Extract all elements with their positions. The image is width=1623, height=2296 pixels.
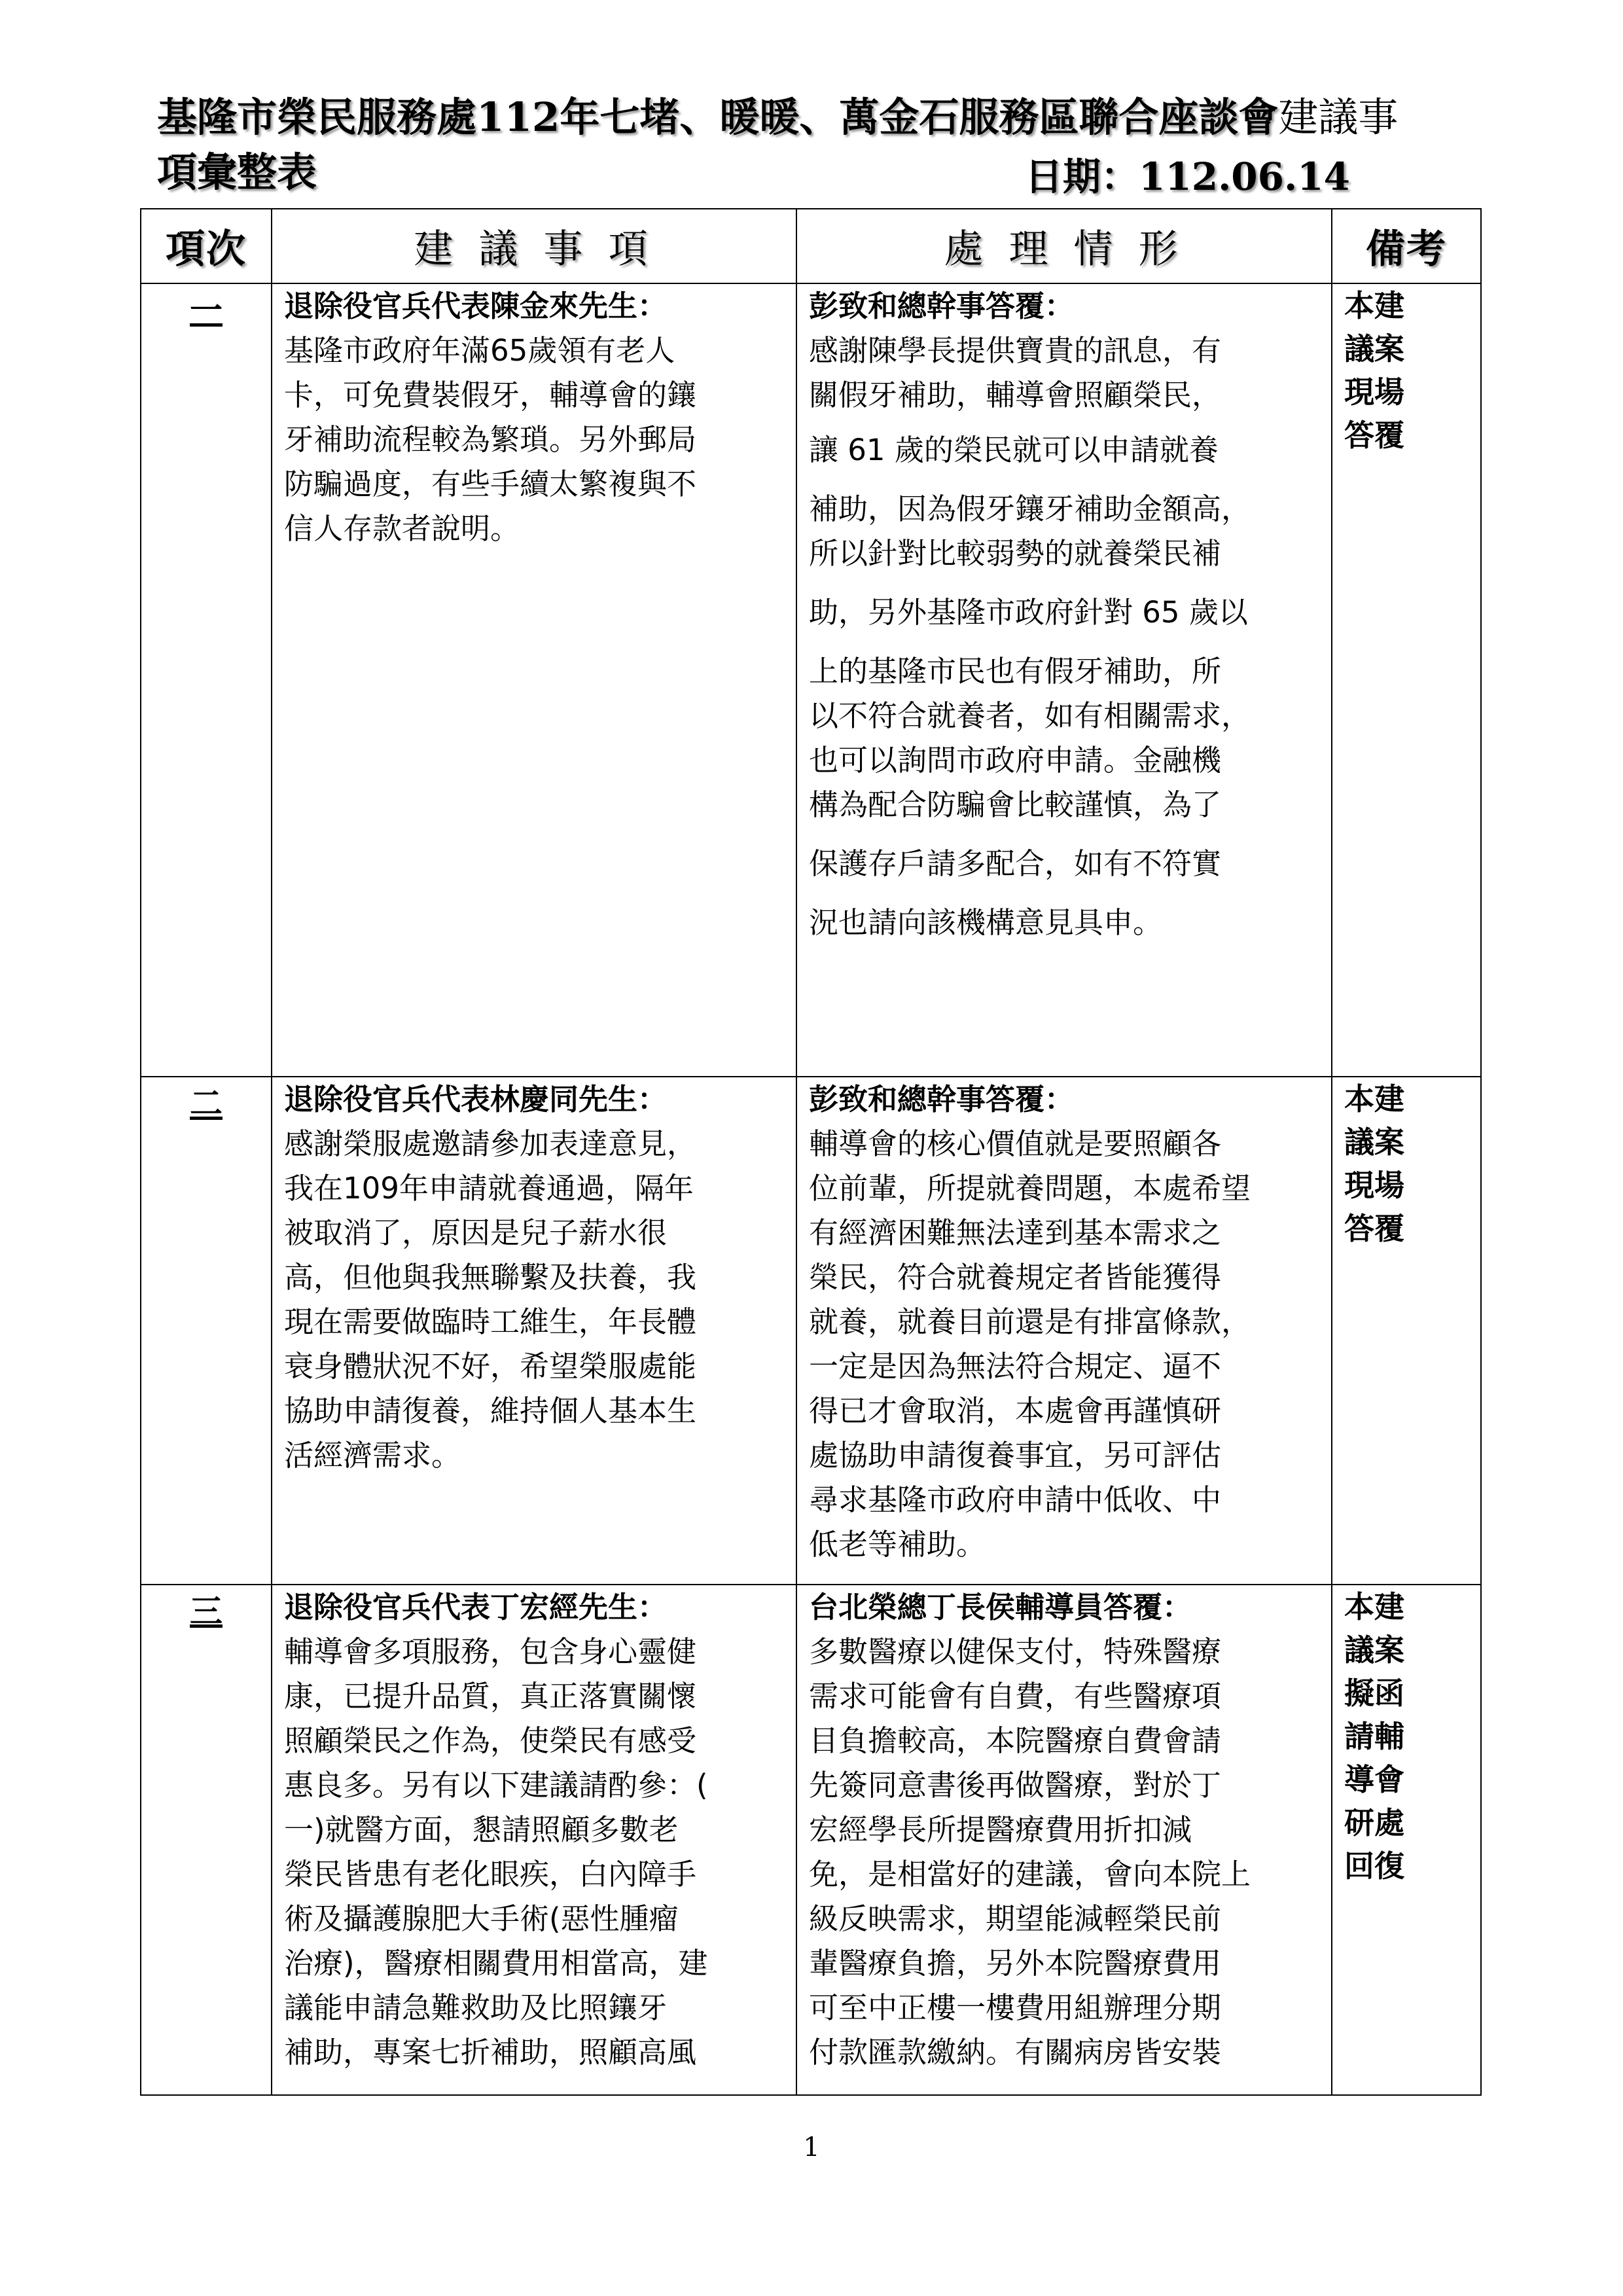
handling-line: 以不符合就養者，如有相關需求， [809, 698, 1251, 733]
handling-line: 助，另外基隆市政府針對 65 歲以 [809, 595, 1248, 630]
handling-line: 榮民，符合就養規定者皆能獲得 [809, 1260, 1222, 1295]
suggestion-line: 議能申請急難救助及比照鑲牙 [284, 1990, 668, 2025]
handling-line: 所以針對比較弱勢的就養榮民補 [809, 536, 1222, 571]
title-second-line: 項彙整表 [157, 149, 317, 196]
handling-line: 處協助申請復養事宜，另可評估 [809, 1438, 1222, 1473]
suggestion-line: 術及攝護腺肥大手術(惡性腫瘤 [284, 1901, 679, 1936]
handling-line: 保護存戶請多配合，如有不符實 [809, 846, 1222, 881]
suggestion-line: 治療)，醫療相關費用相當高，建 [284, 1946, 708, 1981]
handling-line: 低老等補助。 [809, 1527, 986, 1562]
suggestion-line: 高，但他與我無聯繫及扶養，我 [284, 1260, 697, 1295]
suggestion-cell [272, 1077, 796, 1585]
suggestion-line: 我在109年申請就養通過，隔年 [284, 1171, 694, 1206]
remark-cell [1332, 283, 1481, 1077]
suggestion-line: 感謝榮服處邀請參加表達意見， [284, 1126, 697, 1161]
handling-line: 一定是因為無法符合規定、逼不 [809, 1349, 1222, 1384]
handling-line: 免，是相當好的建議，會向本院上 [809, 1857, 1251, 1892]
remark-text: 本建議案擬函請輔導會研處回復 [1344, 1589, 1404, 1884]
suggestion-line: 卡，可免費裝假牙，輔導會的鑲 [284, 378, 697, 412]
remark-text: 本建議案現場答覆 [1344, 288, 1404, 453]
document-date: 日期：112.06.14 [1025, 154, 1350, 199]
suggestion-speaker: 退除役官兵代表林慶同先生： [284, 1082, 668, 1117]
suggestion-line: 防騙過度，有些手續太繁複與不 [284, 467, 697, 501]
row-number: 二 [141, 1077, 272, 1585]
suggestion-table [140, 208, 1482, 2096]
suggestion-line: 協助申請復養，維持個人基本生 [284, 1393, 697, 1428]
suggestion-line: 基隆市政府年滿65歲領有老人 [284, 333, 675, 368]
remark-cell [1332, 1077, 1481, 1585]
suggestion-line: 信人存款者說明。 [284, 511, 520, 546]
handling-line: 況也請向該機構意見具申。 [809, 905, 1163, 940]
suggestion-line: 被取消了，原因是兒子薪水很 [284, 1215, 668, 1250]
suggestion-line: 衰身體狀況不好，希望榮服處能 [284, 1349, 697, 1384]
handling-line: 付款匯款繳納。有關病房皆安裝 [809, 2035, 1222, 2070]
remark-text: 本建議案現場答覆 [1344, 1081, 1404, 1246]
header-remark: 備考 [1332, 209, 1481, 283]
handling-line: 也可以詢問市政府申請。金融機 [809, 743, 1222, 778]
handling-responder: 彭致和總幹事答覆： [809, 1082, 1075, 1117]
suggestion-line: 現在需要做臨時工維生，年長體 [284, 1304, 697, 1339]
handling-responder: 彭致和總幹事答覆： [809, 289, 1075, 323]
suggestion-line: 一)就醫方面，懇請照顧多數老 [284, 1812, 679, 1847]
header-item: 項次 [141, 209, 272, 283]
suggestion-cell [272, 283, 796, 1077]
handling-responder: 台北榮總丁長侯輔導員答覆： [809, 1590, 1192, 1624]
suggestion-line: 補助，專案七折補助，照顧高風 [284, 2035, 697, 2070]
handling-line: 輩醫療負擔，另外本院醫療費用 [809, 1946, 1222, 1981]
handling-line: 關假牙補助，輔導會照顧榮民， [809, 378, 1222, 412]
suggestion-line: 牙補助流程較為繁瑣。另外郵局 [284, 422, 697, 457]
table-row [141, 1077, 1481, 1585]
header-handling: 處 理 情 形 [796, 209, 1332, 283]
handling-cell [796, 1585, 1332, 2095]
header-suggestion: 建 議 事 項 [272, 209, 796, 283]
suggestion-line: 照顧榮民之作為，使榮民有感受 [284, 1723, 697, 1758]
handling-line: 就養，就養目前還是有排富條款， [809, 1304, 1251, 1339]
handling-line: 感謝陳學長提供寶貴的訊息，有 [809, 333, 1222, 368]
handling-line: 級反映需求，期望能減輕榮民前 [809, 1901, 1222, 1936]
handling-line: 宏經學長所提醫療費用折扣減 [809, 1812, 1192, 1847]
handling-line: 目負擔較高，本院醫療自費會請 [809, 1723, 1222, 1758]
remark-cell [1332, 1585, 1481, 2095]
handling-line: 可至中正樓一樓費用組辦理分期 [809, 1990, 1222, 2025]
table-header-row [141, 209, 1481, 283]
handling-line: 有經濟困難無法達到基本需求之 [809, 1215, 1222, 1250]
handling-line: 上的基隆市民也有假牙補助，所 [809, 654, 1222, 689]
suggestion-speaker: 退除役官兵代表丁宏經先生： [284, 1590, 668, 1624]
title-bold-part: 基隆市榮民服務處112年七堵、暖暖、萬金石服務區聯合座談會 [157, 94, 1279, 141]
handling-cell [796, 283, 1332, 1077]
page-number: 1 [803, 2132, 820, 2162]
title-normal-part: 建議事 [1278, 94, 1399, 141]
suggestion-line: 惠良多。另有以下建議請酌參：( [284, 1768, 708, 1803]
suggestion-cell [272, 1585, 796, 2095]
handling-line: 需求可能會有自費，有些醫療項 [809, 1679, 1222, 1713]
handling-line: 多數醫療以健保支付，特殊醫療 [809, 1634, 1222, 1669]
handling-line: 位前輩，所提就養問題，本處希望 [809, 1171, 1251, 1206]
handling-line: 構為配合防騙會比較謹慎，為了 [809, 787, 1222, 822]
table-row [141, 283, 1481, 1077]
suggestion-line: 康，已提升品質，真正落實關懷 [284, 1679, 697, 1713]
handling-line: 讓 61 歲的榮民就可以申請就養 [809, 433, 1219, 467]
handling-line: 補助，因為假牙鑲牙補助金額高， [809, 492, 1251, 526]
row-number: 一 [141, 283, 272, 1077]
suggestion-line: 輔導會多項服務，包含身心靈健 [284, 1634, 697, 1669]
handling-line: 得已才會取消，本處會再謹慎研 [809, 1393, 1222, 1428]
suggestion-line: 榮民皆患有老化眼疾，白內障手 [284, 1857, 697, 1892]
table-row [141, 1585, 1481, 2095]
handling-line: 輔導會的核心價值就是要照顧各 [809, 1126, 1222, 1161]
row-number: 三 [141, 1585, 272, 2095]
handling-line: 尋求基隆市政府申請中低收、中 [809, 1482, 1222, 1517]
suggestion-line: 活經濟需求。 [284, 1438, 461, 1473]
handling-cell [796, 1077, 1332, 1585]
suggestion-speaker: 退除役官兵代表陳金來先生： [284, 289, 668, 323]
handling-line: 先簽同意書後再做醫療，對於丁 [809, 1768, 1222, 1803]
